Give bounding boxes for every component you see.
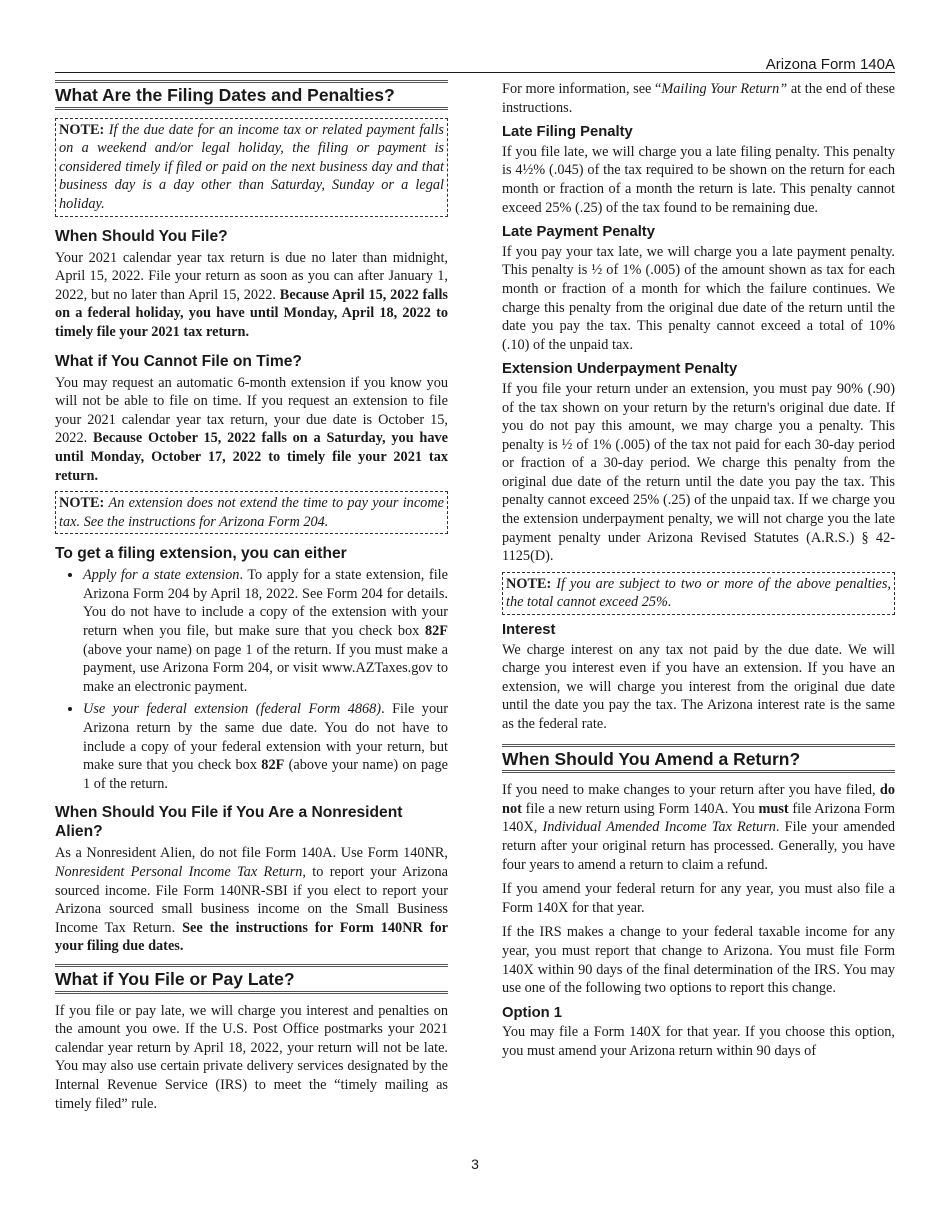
- note-text: If you are subject to two or more of the above penalties, the total cannot exceed 25%.: [506, 575, 891, 611]
- left-column: [55, 80, 448, 1119]
- note-text: An extension does not extend the time to pay your income tax. See the instructions for Arizona Form 204.: [59, 495, 444, 530]
- paragraph-late-payment: If you pay your tax late, we will charge you a late payment penalty. This penalty is ½ of 1% (.005) of the amount shown as tax for each month or fraction of a month for which the failure continues. We charge this penalty from the original due date of the return until the date you pay the tax. This penalty cannot exceed a total of 10% (.10) of the unpaid tax.: [502, 243, 895, 353]
- note-box-penalties: [502, 572, 895, 615]
- subheading-when-file: When Should You File?: [55, 227, 228, 245]
- list-item: • Apply for a state extension. To apply for a state extension, file Arizona Form 204 by April 18, 2022. See Form 204 for details. You do not have to include a copy of the extension with your return when you file, but make sure that you check box 82F (above your name) on page 1 of the return. If you must make a payment, use Arizona Form 204, or visit www.AZTaxes.gov to make an electronic payment.: [83, 566, 448, 696]
- note-label: NOTE:: [59, 121, 105, 138]
- subheading-extension-underpayment: Extension Underpayment Penalty: [502, 361, 738, 378]
- section-heading-file-pay-late: What if You File or Pay Late?: [55, 964, 448, 994]
- paragraph-more-info: For more information, see “Mailing Your Return” at the end of these instructions.: [502, 81, 895, 116]
- subheading-interest: Interest: [502, 622, 556, 639]
- right-column: [502, 80, 895, 1067]
- subheading-get-extension: To get a filing extension, you can either: [55, 545, 347, 563]
- subheading-nonresident: When Should You File if You Are a Nonresident Alien?: [55, 804, 403, 841]
- paragraph-amend-1: If you need to make changes to your return after you have filed, do not file a new return using Form 140A. You must file Arizona Form 140X, Individual Amended Income Tax Return. File your amended return after your original return has processed. Generally, you have four years to amend a return to claim a refund.: [502, 782, 896, 873]
- paragraph-interest: We charge interest on any tax not paid by the due date. We will charge you interest even if you have an extension. If you have an extension, we will charge you interest from the original due date until the date you pay the tax. The Arizona interest rate is the same as the federal rate.: [502, 641, 895, 732]
- note-box-due-date: [55, 118, 448, 217]
- note-label: NOTE:: [59, 495, 105, 512]
- paragraph-amend-3: If the IRS makes a change to your federal taxable income for any year, you must report that change to Arizona. You must file Form 140X within 90 days of the final determination of the IRS. You may use one of the following two options to report this change.: [502, 924, 895, 997]
- paragraph-extension-underpayment: If you file your return under an extension, you must pay 90% (.90) of the tax shown on your return by the return's original due date. If you do not pay this amount, we may charge you a penalty. This penalty is ½ of 1% (.005) of the tax not paid for each 30-day period or fraction of a 30-day period. We charge this penalty from the original due date of the return until the date you pay the tax. This penalty cannot exceed 25% (.25) of the unpaid tax. If we charge you the extension underpayment penalty, we will not charge you the late payment penalty under Arizona Revised Statutes (A.R.S.) § 42-1125(D).: [502, 380, 895, 565]
- paragraph-late-filing: If you file late, we will charge you a late filing penalty. This penalty is 4½% (.045) of the tax required to be shown on the return for each month or fraction of a month the return is late. This penalty cannot exceed 25% (.25) of the tax found to be remaining due.: [502, 143, 895, 216]
- paragraph-option-1: You may file a Form 140X for that year. If you choose this option, you must amend your Arizona return within 90 days of: [502, 1024, 895, 1059]
- note-text: If the due date for an income tax or related payment falls on a weekend and/or legal holiday, the filing or payment is considered timely if filed or paid on the next business day and that business day is a day other than Saturday, Sunday or a legal holiday.: [59, 121, 444, 212]
- subheading-option-1: Option 1: [502, 1004, 563, 1021]
- section-heading-amend: When Should You Amend a Return?: [502, 744, 895, 774]
- form-title: Arizona Form 140A: [765, 56, 895, 73]
- extension-options-list: [55, 566, 448, 793]
- page-number: 3: [471, 1156, 479, 1172]
- subheading-late-filing: Late Filing Penalty: [502, 124, 633, 141]
- paragraph-when-file: Your 2021 calendar year tax return is due no later than midnight, April 15, 2022. File your return as soon as you can after January 1, 2022, but no later than April 15, 2022. Because April 15, 2022 falls on a federal holiday, you have until Monday, April 18, 2022 to timely file your 2021 tax return.: [55, 249, 448, 340]
- paragraph-file-pay-late: If you file or pay late, we will charge you interest and penalties on the amount you owe. If the U.S. Post Office postmarks your 2021 calendar year return by April 18, 2022, your return will not be late. You may also use certain private delivery services designated by the Internal Revenue Service (IRS) to meet the “timely mailing as timely filed” rule.: [55, 1002, 448, 1112]
- section-heading-filing-dates: What Are the Filing Dates and Penalties?: [55, 80, 448, 110]
- note-label: NOTE:: [506, 575, 552, 592]
- paragraph-amend-2: If you amend your federal return for any year, you must also file a Form 140X for that year.: [502, 881, 895, 916]
- paragraph-cannot-file: You may request an automatic 6-month extension if you know you will not be able to file on time. If you request an extension to file your 2021 calendar year tax return, your due date is October 15, 2022. Because October 15, 2022 falls on a Saturday, you have until Monday, October 17, 2022 to timely file your 2021 tax return.: [55, 374, 449, 484]
- list-item: • Use your federal extension (federal Form 4868). File your Arizona return by the same due date. You do not have to include a copy of your federal extension with your return, but make sure that you check box 82F (above your name) on page 1 of the return.: [83, 700, 448, 793]
- paragraph-nonresident: As a Nonresident Alien, do not file Form 140A. Use Form 140NR, Nonresident Personal Income Tax Return, to report your Arizona sourced income. File Form 140NR-SBI if you elect to report your Arizona sourced small business income on the Small Business Income Tax Return. See the instructions for Form 140NR for your filing due dates.: [55, 845, 449, 955]
- note-box-extension: [55, 491, 448, 534]
- subheading-late-payment: Late Payment Penalty: [502, 224, 655, 241]
- subheading-cannot-file: What if You Cannot File on Time?: [55, 352, 302, 370]
- header-rule: [55, 72, 895, 73]
